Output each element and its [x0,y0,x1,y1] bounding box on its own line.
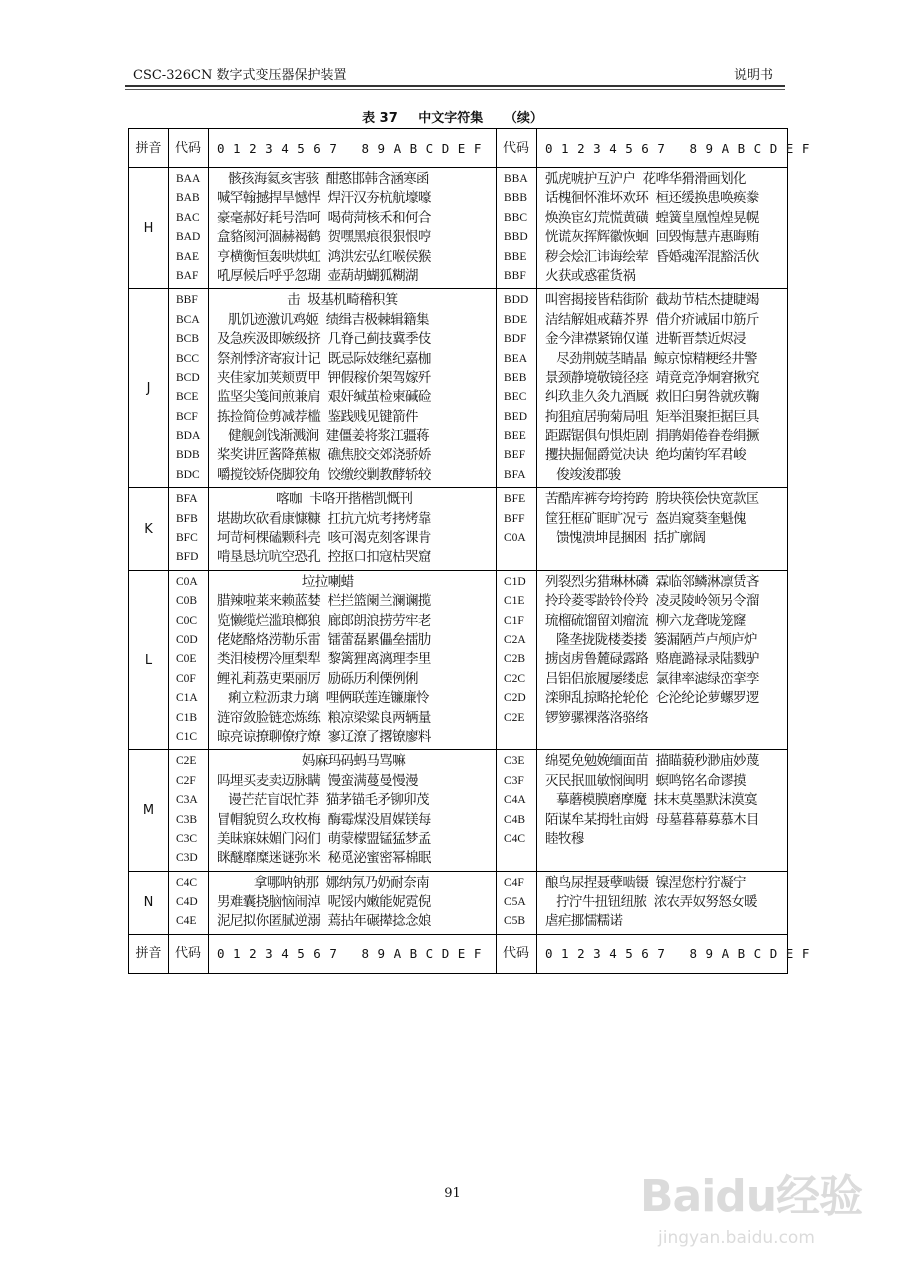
char-column [537,488,788,571]
code-column [497,750,537,871]
char-row: 吗埋买麦卖迈脉瞒 馒蛮满蔓曼慢漫 [217,772,418,789]
char-row: 谩芒茫盲氓忙莽 猫茅锚毛矛铆卯茂 [217,792,429,809]
char-row: 堪勘坎砍看康慷糠 扛抗亢炕考拷烤靠 [217,510,431,527]
char-row: 拎玲菱零龄铃伶羚 凌灵陵岭领另令溜 [545,593,759,610]
pinyin-letter: M [129,750,169,871]
gb-code: C1B [176,711,198,724]
gb-code: C4B [504,813,526,826]
char-row: 拿哪呐钠那 娜纳氖乃奶耐奈南 [217,874,429,891]
code-column [497,570,537,750]
char-row: 距踞锯俱句惧炬剧 捐鹃娟倦眷卷绢撅 [545,428,759,445]
gb-code: BCA [176,313,200,326]
gb-code: BBA [504,173,528,185]
gb-code: C0B [176,595,198,608]
char-column [537,168,788,289]
gb-code: C4C [176,876,198,889]
char-row: 俊竣浚郡骏 [545,466,621,483]
pinyin-letter: J [129,289,169,488]
pinyin-group-row [129,488,788,571]
gb-code: BCD [176,371,200,384]
code-header: 代码 [169,934,209,973]
char-row: 坷苛柯棵磕颗科壳 咳可渴克刻客课肯 [217,530,431,547]
gb-code: C5B [504,915,526,928]
gb-code: C1E [504,595,525,608]
char-row: 豪毫郝好耗号浩呵 喝荷菏核禾和何合 [217,209,431,226]
char-row: 垃拉喇蜡 [217,573,354,590]
char-row: 盒貉阂河涸赫褐鹤 贺嘿黑痕很狠恨哼 [217,229,431,246]
char-row: 肌饥迹激讥鸡姬 绩缉吉极棘辑籍集 [217,311,429,328]
gb-code: BBE [504,250,527,263]
pinyin-group-row [129,871,788,934]
gb-code: BEA [504,352,527,365]
gb-code: C2E [504,711,525,724]
char-row: 灭民抿皿敏悯闽明 螟鸣铭名命谬摸 [545,772,746,789]
gb-code: C1C [176,730,198,743]
watermark-url: jingyan.baidu.com [658,1228,815,1248]
gb-code: BDF [504,333,527,346]
gb-code: BEC [504,391,527,404]
gb-code: BFC [176,532,198,545]
char-row: 冒帽貌贸么玫枚梅 酶霉煤没眉媒镁每 [217,811,431,828]
char-row: 焕涣宦幻荒慌黄磺 蝗簧皇凰惶煌晃幌 [545,209,759,226]
hex-digits-header: 0 1 2 3 4 5 6 7 8 9 A B C D E F [537,934,788,973]
watermark [640,1160,890,1270]
char-row: 恍谎灰挥辉徽恢蛔 回毁悔慧卉惠晦贿 [545,229,759,246]
gb-code: C0E [176,653,197,666]
char-row: 攫抉掘倔爵觉决诀 绝均菌钧军君峻 [545,447,746,464]
char-column [209,871,497,934]
page-number: 91 [444,1186,461,1201]
code-header: 代码 [497,129,537,168]
gb-code: BFA [176,493,198,506]
char-row: 筐狂框矿眶旷况亏 盔岿窥葵奎魁傀 [545,510,746,527]
char-row: 鲤礼莉荔吏栗丽厉 励砾历利傈例俐 [217,670,418,687]
gb-code: C1A [176,692,198,705]
gb-code: C3C [176,832,198,845]
char-row: 及急疾汲即嫉级挤 几脊己蓟技冀季伎 [217,331,431,348]
char-row: 拘狙疽居驹菊局咀 矩举沮聚拒据巨具 [545,408,759,425]
gb-code: BDD [504,294,529,307]
gb-code: BAB [176,192,200,205]
gb-code: BED [504,410,527,423]
char-row: 睦牧穆 [545,830,584,847]
char-row: 健舰剑饯渐溅涧 建僵姜将浆江疆蒋 [217,428,429,445]
char-row: 类泪棱楞冷厘梨犁 黎篱狸离漓理李里 [217,651,431,668]
pinyin-letter: K [129,488,169,571]
char-row: 陌谋牟某拇牡亩姆 母墓暮幕募慕木目 [545,811,759,828]
hex-digits-header: 0 1 2 3 4 5 6 7 8 9 A B C D E F [209,934,497,973]
pinyin-header: 拼音 [129,129,169,168]
gb-code: BEB [504,371,527,384]
gb-code: BAF [176,269,199,282]
char-row: 拧泞牛扭钮纽脓 浓农弄奴努怒女暖 [545,894,757,911]
gb-code: BCC [176,352,200,365]
table-header-row [129,129,788,168]
gb-code: BCE [176,391,199,404]
char-row: 秽会烩汇讳诲绘荤 昏婚魂浑混豁活伙 [545,248,759,265]
code-column [497,289,537,488]
table-caption [0,107,905,126]
gb-code: C5A [504,896,526,909]
gb-code: BFA [504,468,526,481]
code-column [169,750,209,871]
gb-code: C0F [176,672,196,685]
char-column [209,289,497,488]
gb-code: BBF [176,294,198,307]
char-row: 喀咖 卡咯开揩楷凯慨刊 [217,491,413,508]
gb-code: BFE [504,493,526,506]
char-row: 馈愧溃坤昆捆困 括扩廓阔 [545,530,706,547]
char-row: 祭剂悸济寄寂计记 既忌际妓继纪嘉枷 [217,350,431,367]
gb-code: C3F [504,774,524,787]
gb-code: C4A [504,794,526,807]
char-row: 佬姥酪烙涝勒乐雷 镭蕾磊累儡垒擂肋 [217,631,431,648]
gb-code: C2A [504,633,526,646]
hex-digits-header: 0 1 2 3 4 5 6 7 8 9 A B C D E F [537,129,788,168]
gb-code: BBF [504,269,526,282]
char-row: 腊辣啦莱来赖蓝婪 栏拦篮阑兰澜谰揽 [217,593,431,610]
char-row: 击 圾基机畸稽积箕 [217,292,398,309]
gb-code: BFB [176,512,198,525]
char-row: 金今津襟紧锦仅谨 进靳晋禁近烬浸 [545,331,746,348]
gb-code: BAE [176,250,199,263]
table-title: 中文字符集 [418,111,484,126]
char-row: 吕铝侣旅履屡缕虑 氯律率滤绿峦挛孪 [545,670,759,687]
char-column [209,570,497,750]
char-row: 隆垄拢陇楼娄搂 篓漏陋芦卢颅庐炉 [545,631,757,648]
gb-code: C3A [176,794,198,807]
gb-code: BCF [176,410,198,423]
char-row: 骸孩海氦亥害骇 酣憨邯韩含涵寒函 [217,171,429,187]
char-row: 锣箩骡裸落洛骆络 [545,709,649,726]
gb-code: BDC [176,468,200,481]
char-row: 纠玖韭久灸九酒厩 救旧臼舅咎就疚鞠 [545,389,759,406]
pinyin-header: 拼音 [129,934,169,973]
char-column [537,750,788,871]
gb-code: BCB [176,333,200,346]
char-row: 妈麻玛码蚂马骂嘛 [217,753,406,770]
gb-code: C0C [176,614,198,627]
pinyin-group-row [129,168,788,289]
gb-code: C4F [504,876,524,889]
gb-code: C2F [176,774,196,787]
gb-code: C4E [176,915,197,928]
char-row: 酿鸟尿捏聂孽啮镊 镍涅您柠狞凝宁 [545,874,746,891]
gb-code: C2E [176,755,197,768]
char-row: 吼厚候后呼乎忽瑚 壶葫胡蝴狐糊湖 [217,267,418,284]
gb-code: BBD [504,231,528,244]
char-row: 弧虎唬护互沪户 花哗华猾滑画划化 [545,171,746,187]
char-row: 掳卤虏鲁麓碌露路 赂鹿潞禄录陆戮驴 [545,651,759,668]
gb-code: BAD [176,231,201,244]
code-column [169,488,209,571]
gb-code: BEE [504,430,526,443]
gb-code: C3B [176,813,198,826]
char-row: 眯醚靡糜迷谜弥米 秘觅泌蜜密幂棉眠 [217,850,431,867]
gb-code: BEF [504,449,526,462]
code-column [169,871,209,934]
gb-code: BFF [504,512,525,525]
code-column [169,570,209,750]
char-row: 亨横衡恒轰哄烘虹 鸿洪宏弘红喉侯猴 [217,248,431,265]
char-row: 尽劲荆兢茎睛晶 鲸京惊精粳经井警 [545,350,757,367]
char-row: 览懒缆烂滥琅榔狼 廊郎朗浪捞劳牢老 [217,612,431,629]
code-column [169,289,209,488]
gb-code: BBB [504,192,528,205]
gb-code: C4C [504,832,526,845]
gb-code: C0A [176,575,198,588]
header-rule [125,85,785,87]
char-row: 叫窖揭接皆秸街阶 截劫节桔杰捷睫竭 [545,292,759,309]
char-row: 滦卵乱掠略抡轮伦 仑沦纶论萝螺罗逻 [545,690,759,707]
table-caption-suffix: （续） [503,111,543,126]
gb-code: C0A [504,532,526,545]
watermark-logo: Baidu经验 [640,1171,863,1222]
gb-code: BDA [176,430,201,443]
gb-code: BAC [176,211,200,224]
pinyin-letter: H [129,168,169,289]
code-column [169,168,209,289]
gb-code: BFD [176,551,199,564]
char-row: 美昧寐妹媚门闷们 萌蒙檬盟锰猛梦孟 [217,830,431,847]
char-row: 琉榴硫馏留刘瘤流 柳六龙聋咙笼窿 [545,612,746,629]
gb-code: BAA [176,173,201,185]
gb-code: C1D [504,575,526,588]
pinyin-group-row [129,750,788,871]
hex-digits-header: 0 1 2 3 4 5 6 7 8 9 A B C D E F [209,129,497,168]
char-row: 景颈静境敬镜径痉 靖竟竞净炯窘揪究 [545,369,759,386]
char-row: 泥尼拟你匿腻逆溺 蔫拈年碾撵捻念娘 [217,913,431,930]
char-row: 摹蘑模膜磨摩魔 抹末莫墨默沫漠寞 [545,792,757,809]
char-column [537,570,788,750]
char-column [209,168,497,289]
char-column [537,289,788,488]
char-row: 监坚尖笺间煎兼肩 艰奸缄茧检柬碱硷 [217,389,431,406]
chinese-charset-table [128,128,810,974]
char-row: 嚼搅铰矫侥脚狡角 饺缴绞剿教酵轿较 [217,466,431,483]
char-row: 桨奖讲匠酱降蕉椒 礁焦胶交郊浇骄娇 [217,447,431,464]
document-type: 说明书 [733,68,773,83]
code-header: 代码 [169,129,209,168]
pinyin-letter: L [129,570,169,750]
char-row: 绵冕免勉娩缅面苗 描瞄藐秒渺庙妙蔑 [545,753,759,770]
char-row: 啃垦恳坑吭空恐孔 控抠口扣寇枯哭窟 [217,549,431,566]
pinyin-letter: N [129,871,169,934]
char-row: 话槐徊怀淮坏欢环 桓还缓换患唤痪豢 [545,190,759,207]
gb-code: BDB [176,449,200,462]
char-row: 洁结解姐戒藉芥界 借介疥诫届巾筋斤 [545,311,759,328]
gb-code: C0D [176,633,198,646]
document-title: CSC-326CN 数字式变压器保护装置 [133,68,347,83]
char-column [209,750,497,871]
table-footer-row [129,934,788,973]
char-row: 痢立粒沥隶力璃 哩俩联莲连镰廉怜 [217,690,429,707]
gb-code: BBC [504,211,528,224]
char-row: 火获或惑霍货祸 [545,267,636,284]
char-row: 夹佳家加荚颊贾甲 钾假稼价架驾嫁歼 [217,369,431,386]
char-column [209,488,497,571]
char-row: 喊罕翰撼捍旱憾悍 焊汗汉夯杭航壕嚎 [217,190,431,207]
pinyin-group-row [129,289,788,488]
table-number: 表 37 [362,111,398,126]
char-row: 虐疟挪懦糯诺 [545,913,623,930]
char-column [537,871,788,934]
running-header [125,64,785,84]
code-header: 代码 [497,934,537,973]
gb-code: C1F [504,614,524,627]
code-column [497,168,537,289]
gb-code: C2B [504,653,526,666]
char-row: 男难囊挠脑恼闹淖 呢馁内嫩能妮霓倪 [217,894,431,911]
header-rule-thin [125,89,785,90]
gb-code: C3D [176,852,198,865]
char-row: 苦酷库裤夸垮挎跨 胯块筷侩快宽款匡 [545,491,759,508]
code-column [497,871,537,934]
code-column [497,488,537,571]
gb-code: BDE [504,313,527,326]
char-row: 涟帘敛脸链恋炼练 粮凉梁粱良两辆量 [217,709,431,726]
char-row: 列裂烈劣猎琳林磷 霖临邻鳞淋凛赁吝 [545,573,759,590]
gb-code: C4D [176,896,198,909]
char-row: 晾亮谅撩聊僚疗燎 寥辽潦了撂镣廖料 [217,728,431,745]
char-row: 拣捡简俭剪减荐槛 鉴践贱见键箭件 [217,408,418,425]
gb-code: C2C [504,672,526,685]
gb-code: C2D [504,692,526,705]
gb-code: C3E [504,755,525,768]
pinyin-group-row [129,570,788,750]
